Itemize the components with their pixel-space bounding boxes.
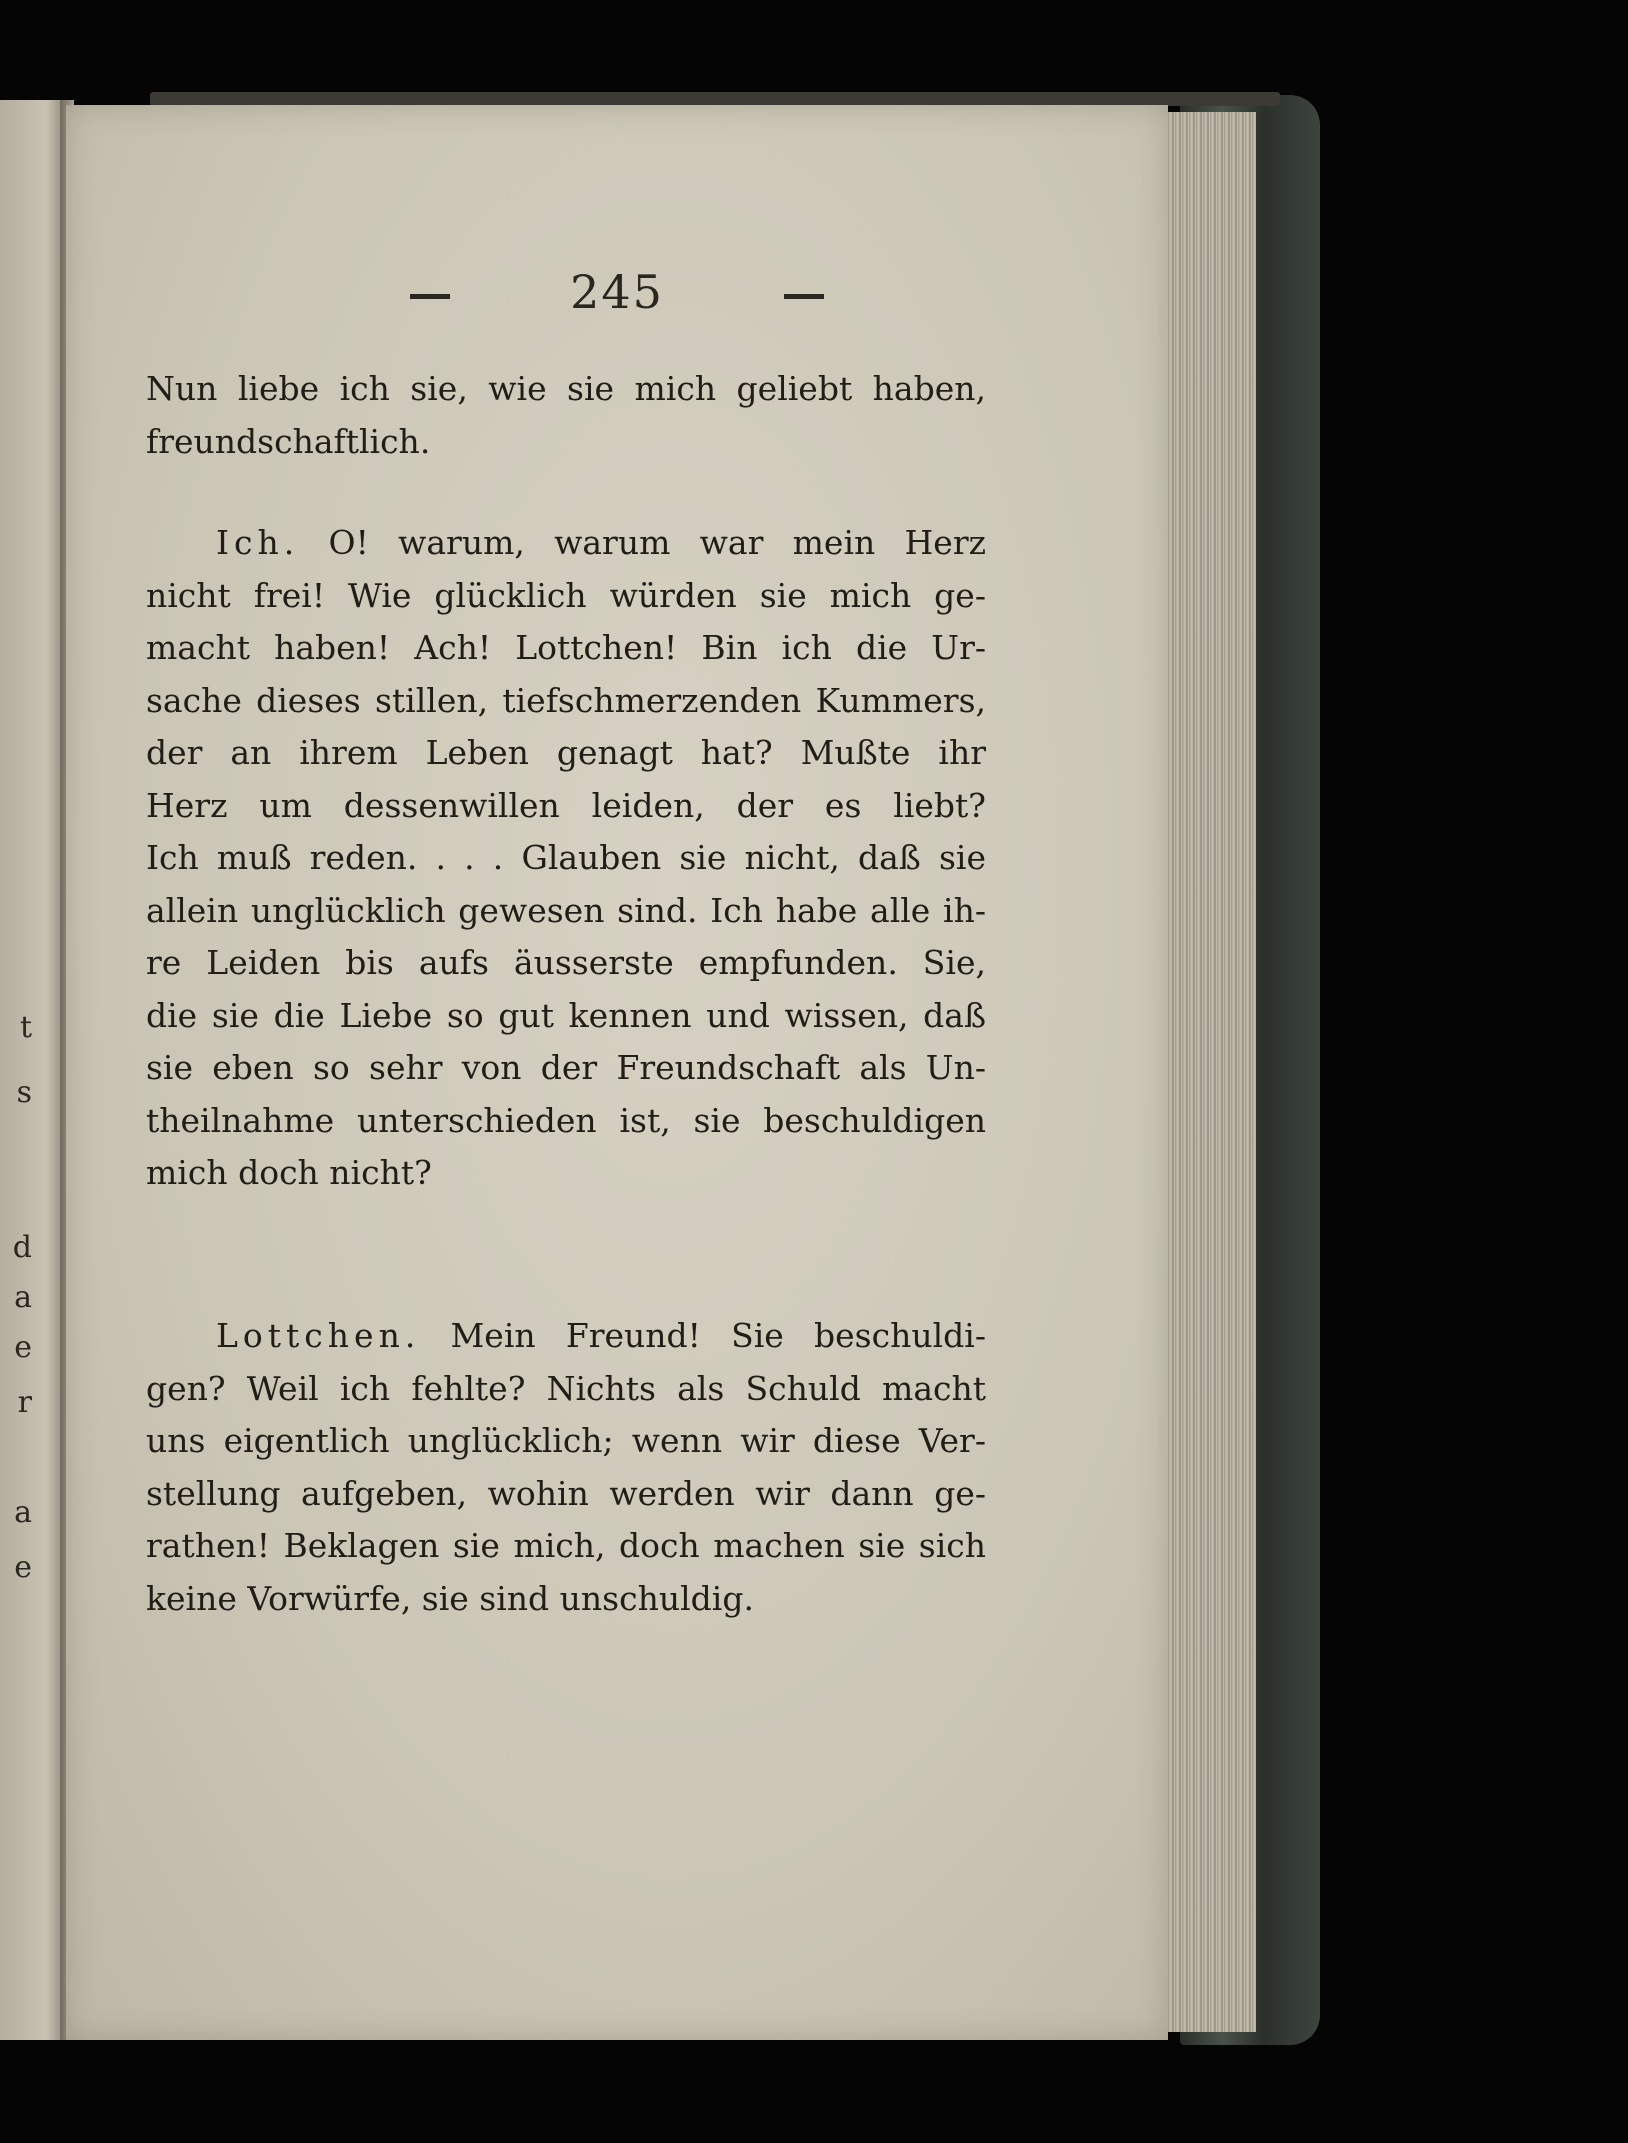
folio-dash-right (784, 294, 824, 299)
text-line: freundschaftlich. (146, 421, 431, 461)
left-fragment: e (14, 1550, 32, 1585)
right-page (66, 105, 1168, 2040)
text-line (146, 1310, 986, 1363)
text-line: stellung aufgeben, wohin werden wir dann ge- (146, 1473, 986, 1513)
top-page-edge (150, 92, 1280, 106)
text-line: sie eben so sehr von der Freundschaft als Un- (146, 1048, 986, 1087)
text-line (146, 517, 986, 570)
left-fragment: a (14, 1280, 32, 1315)
text-line: Herz um dessenwillen leiden, der es liebt? (146, 785, 986, 825)
left-fragment: t (19, 1010, 32, 1045)
page-edges (1168, 112, 1256, 2032)
text-line: der an ihrem Leben genagt hat? Mußte ihr (146, 733, 986, 772)
text-line: nicht frei! Wie glücklich würden sie mich ge- (146, 575, 986, 615)
text-line: mich doch nicht? (146, 1153, 432, 1192)
text-line: re Leiden bis aufs äusserste empfunden. Sie, (146, 943, 986, 982)
paragraph-2 (146, 517, 986, 1200)
left-fragment: d (12, 1230, 32, 1265)
page-header (66, 265, 1168, 319)
paragraph-1 (146, 363, 986, 468)
page-number: 245 (570, 265, 664, 319)
left-fragment: s (16, 1075, 32, 1110)
text-line: theilnahme unterschieden ist, sie beschuldigen (146, 1100, 986, 1140)
text-line: rathen! Beklagen sie mich, doch machen sie sich (146, 1526, 986, 1565)
text-line: macht haben! Ach! Lottchen! Bin ich die Ur- (146, 628, 986, 667)
left-page-fragments (0, 100, 40, 2040)
paragraph-3 (146, 1310, 986, 1625)
text-line-content: Mein Freund! Sie beschuldi- (450, 1316, 986, 1355)
text-line: sache dieses stillen, tiefschmerzenden Kummers, (146, 680, 986, 720)
text-line: uns eigentlich unglücklich; wenn wir diese Ver- (146, 1421, 986, 1460)
text-line: keine Vorwürfe, sie sind unschuldig. (146, 1578, 754, 1618)
speaker-label: Lottchen. (216, 1316, 421, 1355)
text-line: Ich muß reden. . . . Glauben sie nicht, daß sie (146, 838, 986, 877)
left-fragment: r (17, 1385, 32, 1420)
text-line: allein unglücklich gewesen sind. Ich habe alle ih- (146, 890, 986, 930)
left-fragment: a (14, 1495, 32, 1530)
text-line: gen? Weil ich fehlte? Nichts als Schuld macht (146, 1368, 986, 1408)
text-line: die sie die Liebe so gut kennen und wissen, daß (146, 995, 986, 1035)
left-fragment: e (14, 1330, 32, 1365)
text-line-content: O! warum, warum war mein Herz (328, 523, 986, 562)
speaker-label: Ich. (216, 523, 300, 562)
folio-dash-left (410, 294, 450, 299)
text-line: Nun liebe ich sie, wie sie mich geliebt haben, (146, 369, 986, 408)
